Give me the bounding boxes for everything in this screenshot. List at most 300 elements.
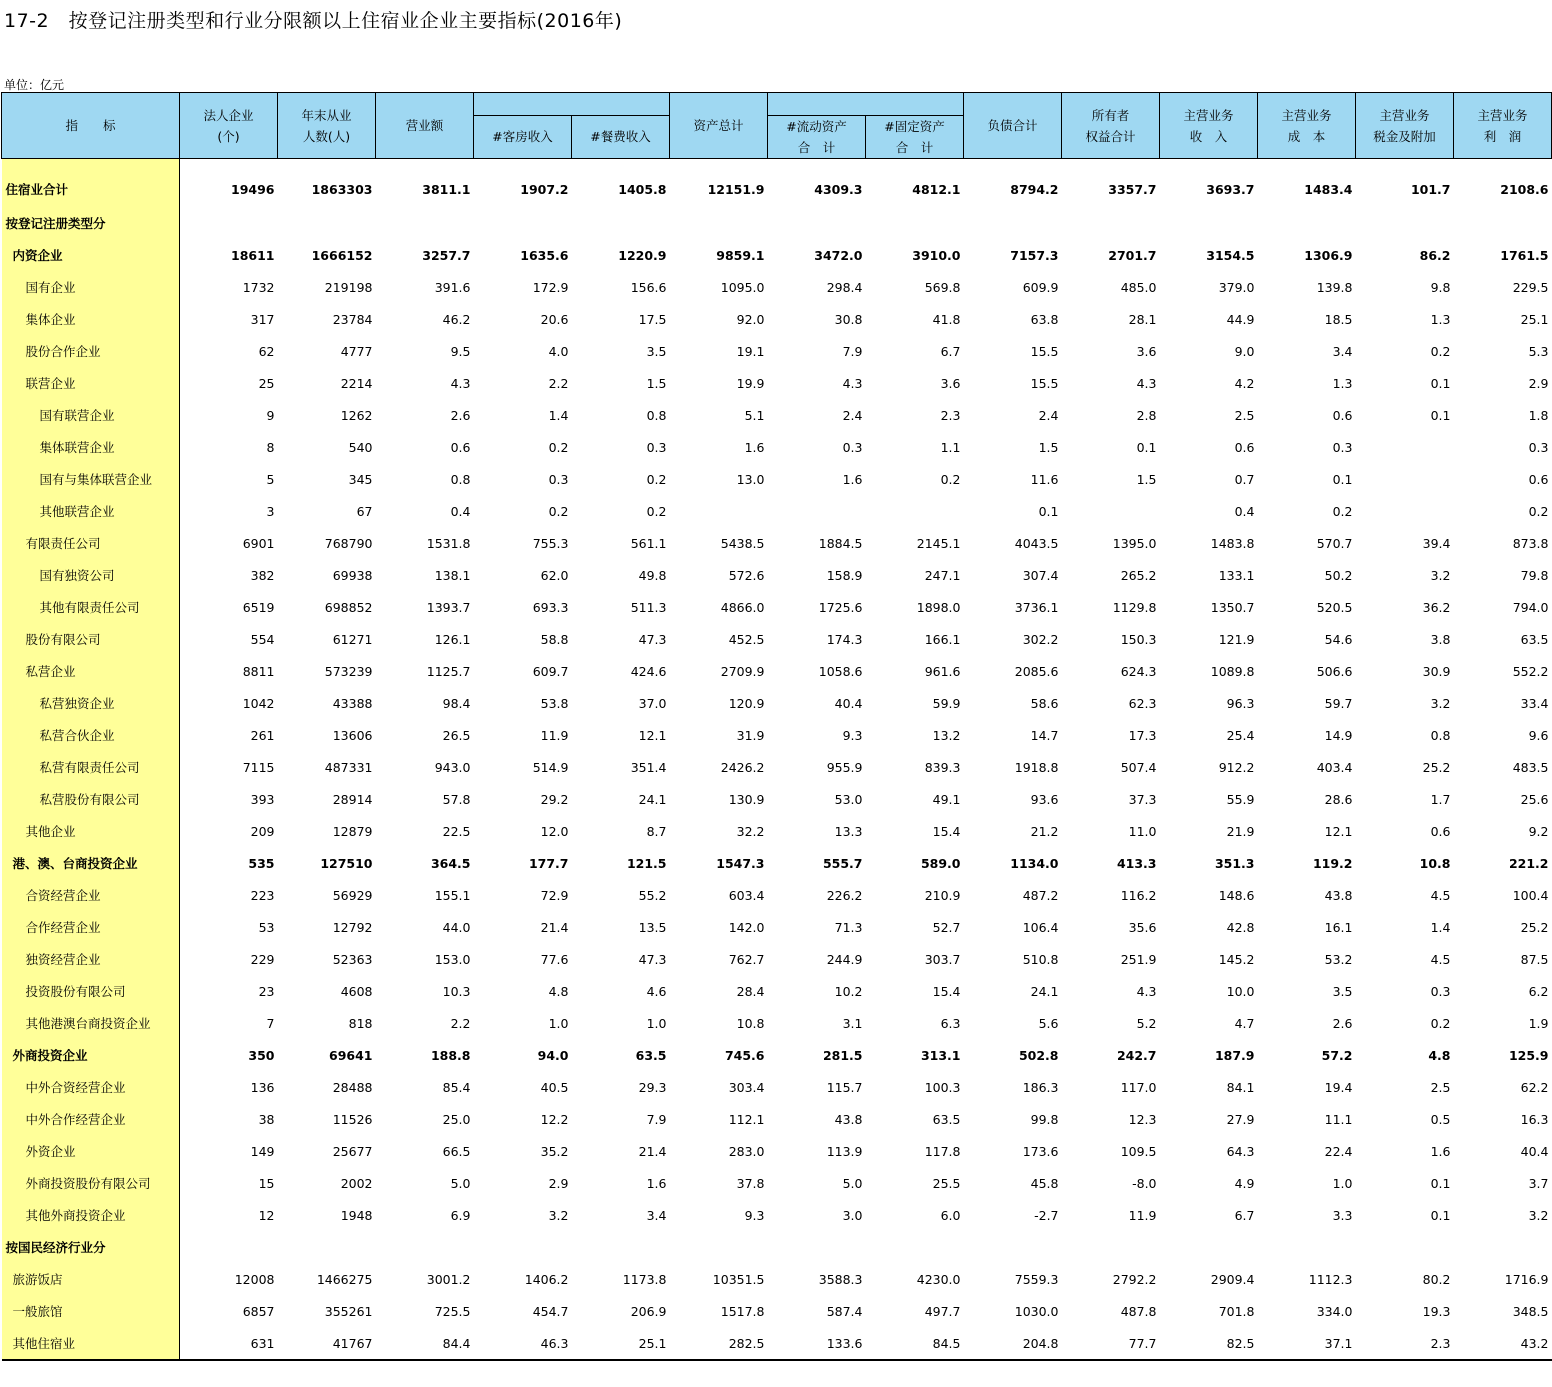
cell-room-income: 172.9 [532,279,569,295]
cell-main-profit: 3.7 [1528,1175,1549,1191]
cell-owner-equity: 77.7 [1062,1327,1160,1360]
cell-room-income: 20.6 [540,311,569,327]
cell-room-income: 46.3 [474,1327,572,1360]
cell-total-assets: 572.6 [728,567,765,583]
cell-owner-equity [1062,1231,1160,1263]
cell-total-liabilities: 502.8 [1018,1047,1059,1063]
cell-total-assets: 745.6 [724,1047,765,1063]
cell-total-assets: 92.0 [736,311,765,327]
cell-revenue: 1531.8 [426,535,471,551]
cell-legal-entities: 1042 [242,695,275,711]
cell-main-income: 84.1 [1226,1079,1255,1095]
cell-legal-entities: 7115 [242,759,275,775]
cell-revenue [376,1231,474,1263]
cell-catering-income: 3.4 [646,1207,667,1223]
cell-main-profit: 483.5 [1512,759,1549,775]
row-label: 联营企业 [2,367,180,399]
cell-main-profit: 2.9 [1528,375,1549,391]
cell-employees: 1666152 [311,247,373,263]
cell-room-income: 454.7 [532,1303,569,1319]
cell-total-assets: 32.2 [736,823,765,839]
cell-catering-income [572,1231,670,1263]
cell-catering-income: 47.3 [638,951,667,967]
cell-main-tax [1356,431,1454,463]
cell-employees: 1948 [340,1207,373,1223]
table-row [2,751,1552,783]
row-label: 内资企业 [2,239,180,271]
cell-total-assets: 9859.1 [716,247,765,263]
cell-main-tax [1356,207,1454,239]
cell-legal-entities: 19496 [180,159,278,208]
cell-revenue: 1125.7 [426,663,471,679]
cell-current-assets: 226.2 [826,887,863,903]
cell-room-income: 12.0 [540,823,569,839]
cell-legal-entities: 223 [250,887,275,903]
cell-revenue: 9.5 [450,343,471,359]
cell-total-assets: 1547.3 [716,855,765,871]
cell-revenue: 0.4 [450,503,471,519]
cell-total-liabilities: 15.5 [1030,343,1059,359]
cell-current-assets: 9.3 [842,727,863,743]
cell-legal-entities: 7 [266,1015,275,1031]
row-label: 港、澳、台商投资企业 [2,847,180,879]
cell-owner-equity: 17.3 [1128,727,1157,743]
cell-total-liabilities: 173.6 [1022,1143,1059,1159]
cell-total-assets: 37.8 [736,1175,765,1191]
cell-total-liabilities: 204.8 [964,1327,1062,1360]
cell-main-income: 133.1 [1218,567,1255,583]
table-row [2,1263,1552,1295]
cell-main-income: 701.8 [1218,1303,1255,1319]
row-label: 外商投资股份有限公司 [2,1167,180,1199]
cell-legal-entities: 62 [258,343,275,359]
cell-total-liabilities: 2.4 [1038,407,1059,423]
row-label: 外资企业 [2,1135,180,1167]
cell-catering-income: 511.3 [630,599,667,615]
cell-legal-entities [180,207,278,239]
cell-fixed-assets: 4230.0 [916,1271,961,1287]
cell-legal-entities: 25 [258,375,275,391]
table-row [2,335,1552,367]
cell-catering-income [572,207,670,239]
cell-employees: 28488 [332,1079,373,1095]
row-label: 有限责任公司 [2,527,180,559]
cell-room-income: 40.5 [540,1079,569,1095]
row-label: 私营企业 [2,655,180,687]
cell-total-assets: 1517.8 [720,1303,765,1319]
cell-main-tax: 1.4 [1430,919,1451,935]
cell-employees: 2002 [340,1175,373,1191]
table-row [2,1295,1552,1327]
cell-total-assets: 10.8 [736,1015,765,1031]
cell-fixed-assets: 497.7 [924,1303,961,1319]
cell-total-assets: 19.1 [736,343,765,359]
cell-revenue: 3257.7 [422,247,471,263]
cell-owner-equity: 1.5 [1136,471,1157,487]
cell-owner-equity: 507.4 [1120,759,1157,775]
cell-fixed-assets: 3.6 [940,375,961,391]
cell-total-liabilities: 1918.8 [1014,759,1059,775]
table-row [2,1103,1552,1135]
cell-total-assets [670,495,768,527]
cell-total-liabilities: 0.1 [1038,503,1059,519]
cell-current-assets: 115.7 [826,1079,863,1095]
cell-main-cost: 16.1 [1324,919,1353,935]
cell-employees: 13606 [332,727,373,743]
cell-main-tax: 0.1 [1430,1207,1451,1223]
cell-revenue: 46.2 [442,311,471,327]
cell-room-income [474,207,572,239]
cell-total-assets: 9.3 [744,1207,765,1223]
cell-room-income: 77.6 [540,951,569,967]
row-label: 私营合伙企业 [2,719,180,751]
row-label: 按登记注册类型分 [2,207,180,239]
cell-revenue: 3811.1 [376,159,474,208]
cell-room-income: 755.3 [532,535,569,551]
cell-employees: 768790 [324,535,373,551]
cell-employees: 345 [348,471,373,487]
cell-main-profit: 16.3 [1520,1111,1549,1127]
cell-revenue: 57.8 [442,791,471,807]
header-main-income: 主营业务 收 入 [1160,93,1258,159]
cell-legal-entities: 23 [258,983,275,999]
cell-total-assets: 282.5 [670,1327,768,1360]
cell-room-income: 1635.6 [520,247,569,263]
cell-total-liabilities: 186.3 [1022,1079,1059,1095]
cell-total-liabilities: 15.5 [1030,375,1059,391]
cell-catering-income: 0.8 [646,407,667,423]
cell-total-assets: 5438.5 [720,535,765,551]
cell-main-cost: 19.4 [1324,1079,1353,1095]
cell-fixed-assets: 117.8 [924,1143,961,1159]
cell-main-profit [1454,207,1552,239]
table-row [2,1039,1552,1071]
cell-current-assets [768,207,866,239]
cell-total-liabilities: 11.6 [1030,471,1059,487]
cell-owner-equity: 1129.8 [1112,599,1157,615]
cell-current-assets: 3588.3 [818,1271,863,1287]
cell-main-cost: 506.6 [1316,663,1353,679]
cell-main-tax: 25.2 [1422,759,1451,775]
table-row [2,431,1552,463]
cell-employees: 355261 [324,1303,373,1319]
header-revenue-group [474,93,670,116]
cell-total-assets: 112.1 [728,1111,765,1127]
cell-main-cost: 570.7 [1316,535,1353,551]
row-label: 合作经营企业 [2,911,180,943]
cell-current-assets: 1.6 [842,471,863,487]
cell-employees: 25677 [332,1143,373,1159]
cell-current-assets: 4309.3 [768,159,866,208]
row-label: 其他港澳台商投资企业 [2,1007,180,1039]
cell-catering-income: 0.2 [646,503,667,519]
cell-room-income: 62.0 [540,567,569,583]
cell-main-cost: 14.9 [1324,727,1353,743]
cell-main-cost: 11.1 [1324,1111,1353,1127]
cell-employees: 698852 [324,599,373,615]
cell-catering-income: 49.8 [638,567,667,583]
table-row [2,1327,1552,1360]
cell-main-cost: 28.6 [1324,791,1353,807]
cell-current-assets: 71.3 [834,919,863,935]
cell-employees: 487331 [324,759,373,775]
cell-total-assets: 142.0 [728,919,765,935]
cell-revenue: 0.6 [450,439,471,455]
cell-revenue: 188.8 [430,1047,471,1063]
cell-room-income: 1406.2 [524,1271,569,1287]
cell-room-income: 21.4 [540,919,569,935]
cell-main-profit: 221.2 [1508,855,1549,871]
header-fixed-assets: #固定资产 合 计 [866,116,964,159]
row-label: 集体企业 [2,303,180,335]
cell-main-profit: 25.2 [1520,919,1549,935]
cell-main-tax: 2.5 [1430,1079,1451,1095]
cell-main-profit [1454,1231,1552,1263]
cell-room-income: 1.0 [548,1015,569,1031]
cell-employees: 818 [348,1015,373,1031]
cell-owner-equity: 485.0 [1120,279,1157,295]
cell-current-assets: 10.2 [834,983,863,999]
cell-owner-equity [1062,495,1160,527]
cell-employees: 2214 [340,375,373,391]
cell-total-assets: 1095.0 [720,279,765,295]
table-row [2,975,1552,1007]
cell-owner-equity: 4.3 [1136,983,1157,999]
header-main-tax: 主营业务 税金及附加 [1356,93,1454,159]
cell-main-cost: 2.6 [1332,1015,1353,1031]
cell-current-assets: 587.4 [826,1303,863,1319]
cell-total-liabilities: 2085.6 [1014,663,1059,679]
cell-main-cost: 1483.4 [1258,159,1356,208]
cell-legal-entities: 393 [250,791,275,807]
row-label: 国有与集体联营企业 [2,463,180,495]
cell-total-liabilities: 609.9 [1022,279,1059,295]
cell-total-liabilities: 93.6 [1030,791,1059,807]
cell-current-assets: 4.3 [842,375,863,391]
cell-revenue: 155.1 [434,887,471,903]
cell-room-income: 0.3 [548,471,569,487]
cell-main-cost: 18.5 [1324,311,1353,327]
cell-legal-entities: 3 [266,503,275,519]
cell-catering-income: 63.5 [635,1047,667,1063]
cell-main-income [1160,1231,1258,1263]
cell-room-income: 4.0 [548,343,569,359]
table-row [2,847,1552,879]
cell-catering-income: 1220.9 [618,247,667,263]
cell-legal-entities: 6519 [242,599,275,615]
cell-main-cost: 53.2 [1324,951,1353,967]
cell-legal-entities: 18611 [231,247,275,263]
cell-catering-income: 55.2 [638,887,667,903]
cell-revenue: 2.2 [450,1015,471,1031]
cell-employees [278,207,376,239]
row-label: 其他有限责任公司 [2,591,180,623]
cell-current-assets: 133.6 [768,1327,866,1360]
table-row [2,1167,1552,1199]
cell-total-liabilities: 63.8 [1030,311,1059,327]
cell-main-tax [1356,495,1454,527]
cell-revenue: 4.3 [450,375,471,391]
cell-revenue: 98.4 [442,695,471,711]
cell-main-profit: 0.6 [1528,471,1549,487]
cell-owner-equity [1062,207,1160,239]
cell-current-assets: 13.3 [834,823,863,839]
cell-legal-entities: 1732 [242,279,275,295]
cell-room-income: 2.9 [548,1175,569,1191]
cell-main-profit: 3.2 [1528,1207,1549,1223]
cell-main-cost: 54.6 [1324,631,1353,647]
cell-current-assets: 53.0 [834,791,863,807]
cell-current-assets: 3.0 [842,1207,863,1223]
cell-main-cost: 403.4 [1316,759,1353,775]
cell-room-income: 4.8 [548,983,569,999]
cell-total-assets: 1.6 [744,439,765,455]
cell-main-cost: 37.1 [1258,1327,1356,1360]
cell-main-tax: 36.2 [1422,599,1451,615]
cell-main-profit: 5.3 [1528,343,1549,359]
cell-legal-entities: 9 [266,407,275,423]
cell-main-tax [1356,1231,1454,1263]
cell-main-income: 0.6 [1234,439,1255,455]
cell-revenue: 25.0 [442,1111,471,1127]
cell-main-profit: 25.6 [1520,791,1549,807]
table-row [2,271,1552,303]
cell-fixed-assets: 13.2 [932,727,961,743]
cell-employees: 12792 [332,919,373,935]
cell-main-profit: 348.5 [1512,1303,1549,1319]
cell-catering-income: 17.5 [638,311,667,327]
cell-main-tax: 39.4 [1422,535,1451,551]
cell-owner-equity: 265.2 [1120,567,1157,583]
cell-employees: 1466275 [316,1271,373,1287]
cell-total-assets: 5.1 [744,407,765,423]
cell-total-liabilities: 5.6 [1038,1015,1059,1031]
cell-total-assets [670,1231,768,1263]
cell-legal-entities: 261 [250,727,275,743]
cell-fixed-assets: 84.5 [866,1327,964,1360]
cell-main-profit: 1.9 [1528,1015,1549,1031]
cell-main-income: 96.3 [1226,695,1255,711]
cell-main-profit: 1716.9 [1504,1271,1549,1287]
cell-main-income [1160,207,1258,239]
cell-current-assets: 0.3 [842,439,863,455]
cell-fixed-assets: 166.1 [924,631,961,647]
cell-main-cost: 50.2 [1324,567,1353,583]
cell-owner-equity: 487.8 [1120,1303,1157,1319]
cell-revenue: 943.0 [434,759,471,775]
page-title: 17-2 按登记注册类型和行业分限额以上住宿业企业主要指标(2016年) [4,10,623,32]
cell-fixed-assets: 15.4 [932,983,961,999]
cell-total-liabilities: 307.4 [1022,567,1059,583]
cell-catering-income: 1.6 [646,1175,667,1191]
cell-fixed-assets: 961.6 [924,663,961,679]
cell-room-income: 12.2 [540,1111,569,1127]
table-row [2,239,1552,271]
cell-employees: 28914 [332,791,373,807]
table-row [2,207,1552,239]
cell-catering-income: 37.0 [638,695,667,711]
cell-fixed-assets: 2.3 [940,407,961,423]
cell-room-income: 0.2 [548,503,569,519]
cell-total-liabilities [964,1231,1062,1263]
cell-room-income: 693.3 [532,599,569,615]
cell-main-cost: 3.4 [1332,343,1353,359]
cell-main-tax [1356,463,1454,495]
cell-total-assets: 13.0 [736,471,765,487]
cell-main-cost: 57.2 [1321,1047,1353,1063]
cell-fixed-assets: 0.2 [940,471,961,487]
row-label: 私营有限责任公司 [2,751,180,783]
cell-total-liabilities: 24.1 [1030,983,1059,999]
cell-catering-income: 1.0 [646,1015,667,1031]
cell-main-tax: 1.6 [1430,1143,1451,1159]
cell-main-profit: 87.5 [1520,951,1549,967]
cell-employees: 1262 [340,407,373,423]
cell-main-income: 9.0 [1234,343,1255,359]
table-row [2,159,1552,208]
cell-room-income: 2.2 [548,375,569,391]
cell-catering-income: 1405.8 [572,159,670,208]
cell-fixed-assets: 839.3 [924,759,961,775]
cell-legal-entities: 5 [266,471,275,487]
cell-room-income: 514.9 [532,759,569,775]
cell-main-tax: 86.2 [1419,247,1451,263]
cell-main-income: 44.9 [1226,311,1255,327]
cell-total-liabilities: 99.8 [1030,1111,1059,1127]
cell-fixed-assets: 589.0 [920,855,961,871]
cell-current-assets: 1058.6 [818,663,863,679]
cell-owner-equity: 2792.2 [1112,1271,1157,1287]
header-legal-entities: 法人企业 (个) [180,93,278,159]
cell-total-liabilities: 302.2 [1022,631,1059,647]
cell-employees: 11526 [332,1111,373,1127]
cell-main-tax: 0.1 [1430,407,1451,423]
cell-current-assets: 158.9 [826,567,863,583]
cell-owner-equity: 2.8 [1136,407,1157,423]
cell-current-assets: 3472.0 [814,247,863,263]
cell-main-profit: 0.2 [1528,503,1549,519]
header-main-profit: 主营业务 利 润 [1454,93,1552,159]
cell-total-liabilities: 21.2 [1030,823,1059,839]
cell-catering-income: 0.2 [646,471,667,487]
cell-main-income: 912.2 [1218,759,1255,775]
table-row [2,591,1552,623]
table-row [2,463,1552,495]
cell-owner-equity: 4.3 [1136,375,1157,391]
cell-current-assets: 30.8 [834,311,863,327]
cell-owner-equity: 37.3 [1128,791,1157,807]
cell-main-income: 351.3 [1214,855,1255,871]
row-label: 一般旅馆 [2,1295,180,1327]
row-label: 中外合资经营企业 [2,1071,180,1103]
table-row [2,687,1552,719]
cell-catering-income: 351.4 [630,759,667,775]
cell-employees: 61271 [332,631,373,647]
row-label: 投资股份有限公司 [2,975,180,1007]
cell-main-income: 1089.8 [1210,663,1255,679]
cell-fixed-assets: 59.9 [932,695,961,711]
cell-room-income: 177.7 [528,855,569,871]
cell-catering-income: 47.3 [638,631,667,647]
table-row [2,559,1552,591]
cell-revenue: 84.4 [376,1327,474,1360]
cell-fixed-assets: 6.3 [940,1015,961,1031]
header-total-liabilities: 负债合计 [964,93,1062,159]
cell-owner-equity: 2701.7 [1108,247,1157,263]
header-indicator: 指 标 [2,93,180,159]
cell-main-cost: 139.8 [1316,279,1353,295]
cell-catering-income: 3.5 [646,343,667,359]
